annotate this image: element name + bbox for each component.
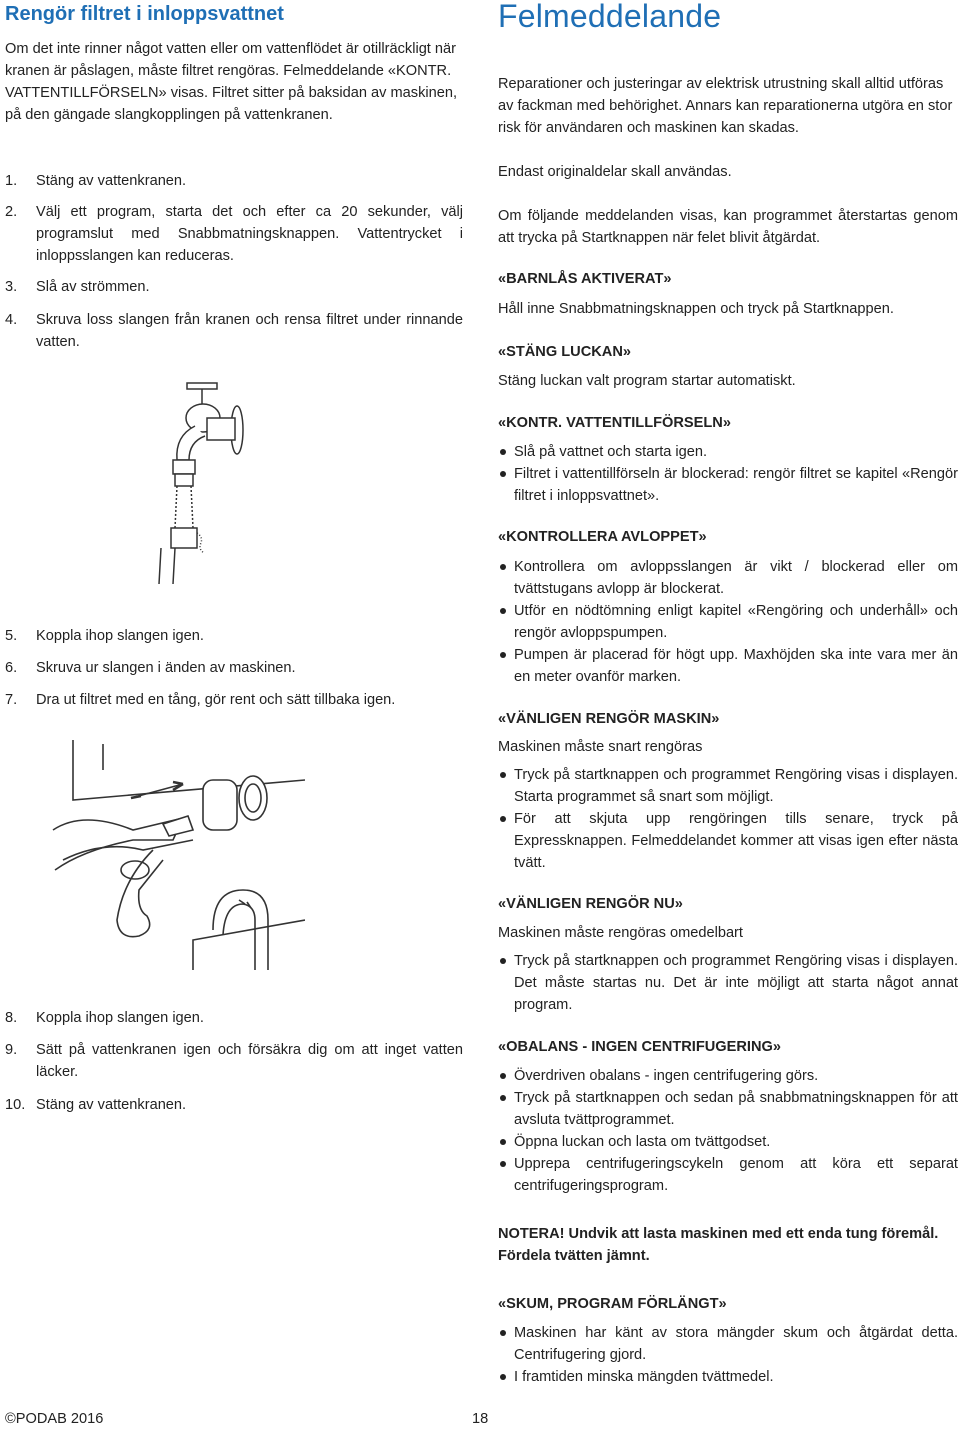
step-text: Slå av strömmen.	[36, 279, 150, 295]
heading-rengor-maskin: «VÄNLIGEN RENGÖR MASKIN»	[498, 711, 720, 727]
step-number: 3.	[5, 279, 18, 295]
step-number: 4.	[5, 312, 18, 328]
step-text: Koppla ihop slangen igen.	[36, 628, 204, 644]
list-item: Pumpen är placerad för högt upp. Maxhöjden ska inte vara mer än en meter ovanför marken.	[498, 644, 958, 688]
list-item: Tryck på startknappen och programmet Rengöring visas i displayen. Det måste startas nu. Det är inte möjligt att starta något annat program.	[498, 950, 958, 1016]
list-item: Upprepa centrifugeringscykeln genom att köra ett separat centrifugeringsprogram.	[498, 1153, 958, 1197]
step-4	[5, 309, 463, 353]
heading-kontr-vatten: «KONTR. VATTENTILLFÖRSELN»	[498, 415, 731, 431]
step-text: Stäng av vattenkranen.	[36, 173, 187, 189]
list-kontr-vatten	[498, 441, 958, 507]
step-number: 8.	[5, 1010, 18, 1026]
step-number: 9.	[5, 1042, 18, 1058]
list-item: Kontrollera om avloppsslangen är vikt / blockerad eller om tvättstugans avlopp är blockerat.	[498, 556, 958, 600]
restart-info-paragraph: Om följande meddelanden visas, kan programmet återstartas genom att trycka på Startknappen när felet blivit åtgärdat.	[498, 208, 958, 246]
heading-stang-luckan: «STÄNG LUCKAN»	[498, 344, 631, 360]
step-10	[5, 1094, 463, 1116]
list-kontrollera-avloppet	[498, 556, 958, 688]
step-6	[5, 657, 463, 679]
repair-warning-paragraph: Reparationer och justeringar av elektrisk utrustning skall alltid utföras av fackman med behörighet. Annars kan reparationerna utgöra en stor risk för användaren och maskinen kan skadas.	[498, 76, 953, 136]
step-number: 7.	[5, 692, 18, 708]
list-item: Tryck på startknappen och sedan på snabbmatningsknappen för att avsluta tvättprogrammet.	[498, 1087, 958, 1131]
text-stang-luckan: Stäng luckan valt program startar automatiskt.	[498, 373, 796, 389]
list-rengor-maskin	[498, 764, 958, 874]
step-text: Skruva loss slangen från kranen och rensa filtret under rinnande vatten.	[36, 312, 463, 350]
heading-barnlas: «BARNLÅS AKTIVERAT»	[498, 271, 672, 287]
list-item: Tryck på startknappen och programmet Rengöring visas i displayen. Starta programmet så snart som möjligt.	[498, 764, 958, 808]
note-paragraph: NOTERA! Undvik att lasta maskinen med ett enda tung föremål. Fördela tvätten jämnt.	[498, 1226, 939, 1264]
step-text: Sätt på vattenkranen igen och försäkra dig om att inget vatten läcker.	[36, 1042, 463, 1080]
step-text: Dra ut filtret med en tång, gör rent och sätt tillbaka igen.	[36, 692, 396, 708]
list-item: Slå på vattnet och starta igen.	[498, 441, 958, 463]
step-number: 10.	[5, 1097, 26, 1113]
list-item: Maskinen har känt av stora mängder skum och åtgärdat detta. Centrifugering gjord.	[498, 1322, 958, 1366]
step-3	[5, 276, 463, 298]
text-rengor-maskin: Maskinen måste snart rengöras	[498, 739, 703, 755]
step-text: Välj ett program, starta det och efter ca 20 sekunder, välj programslut med Snabbmatningsknappen. Vattentrycket i inloppsslangen kan reduceras.	[36, 204, 463, 264]
text-barnlas: Håll inne Snabbmatningsknappen och tryck på Startknappen.	[498, 301, 894, 317]
step-number: 5.	[5, 628, 18, 644]
list-item: Filtret i vattentillförseln är blockerad: rengör filtret se kapitel «Rengör filtret i inloppsvattnet».	[498, 463, 958, 507]
original-parts-paragraph: Endast originaldelar skall användas.	[498, 164, 732, 180]
step-9	[5, 1039, 463, 1083]
step-5	[5, 625, 463, 647]
step-1	[5, 170, 463, 192]
heading-obalans: «OBALANS - INGEN CENTRIFUGERING»	[498, 1039, 781, 1055]
section-title-errors: Felmeddelande	[498, 0, 722, 34]
section-title-filter: Rengör filtret i inloppsvattnet	[5, 3, 284, 25]
text-rengor-nu: Maskinen måste rengöras omedelbart	[498, 925, 743, 941]
list-rengor-nu	[498, 950, 958, 1016]
step-number: 1.	[5, 173, 18, 189]
list-item: För att skjuta upp rengöringen tills senare, tryck på Expressknappen. Felmeddelandet kommer att visas igen efter nästa tvätt.	[498, 808, 958, 874]
list-item: Utför en nödtömning enligt kapitel «Rengöring och underhåll» och rengör avloppspumpen.	[498, 600, 958, 644]
list-obalans	[498, 1065, 958, 1197]
step-8	[5, 1007, 463, 1029]
heading-kontrollera-avloppet: «KONTROLLERA AVLOPPET»	[498, 529, 707, 545]
step-number: 6.	[5, 660, 18, 676]
heading-skum: «SKUM, PROGRAM FÖRLÄNGT»	[498, 1296, 727, 1312]
intro-paragraph: Om det inte rinner något vatten eller om vattenflödet är otillräckligt när kranen är påslagen, måste filtret rengöras. Felmeddelande «KONTR. VATTENTILLFÖRSELN» visas. Filtret sitter på baksidan av maskinen, på den gängade slangkopplingen på vattenkranen.	[5, 41, 458, 123]
footer-copyright: ©PODAB 2016	[5, 1411, 104, 1427]
list-item: I framtiden minska mängden tvättmedel.	[498, 1366, 958, 1388]
list-item: Överdriven obalans - ingen centrifugering görs.	[498, 1065, 958, 1087]
step-text: Skruva ur slangen i änden av maskinen.	[36, 660, 296, 676]
list-item: Öppna luckan och lasta om tvättgodset.	[498, 1131, 958, 1153]
pliers-filter-illustration	[43, 740, 305, 972]
footer-page-number: 18	[472, 1411, 489, 1427]
step-2	[5, 201, 463, 267]
heading-rengor-nu: «VÄNLIGEN RENGÖR NU»	[498, 896, 683, 912]
step-text: Koppla ihop slangen igen.	[36, 1010, 204, 1026]
list-skum	[498, 1322, 958, 1388]
step-number: 2.	[5, 204, 18, 220]
step-7	[5, 689, 463, 711]
step-text: Stäng av vattenkranen.	[36, 1097, 187, 1113]
faucet-hose-illustration	[145, 378, 245, 586]
